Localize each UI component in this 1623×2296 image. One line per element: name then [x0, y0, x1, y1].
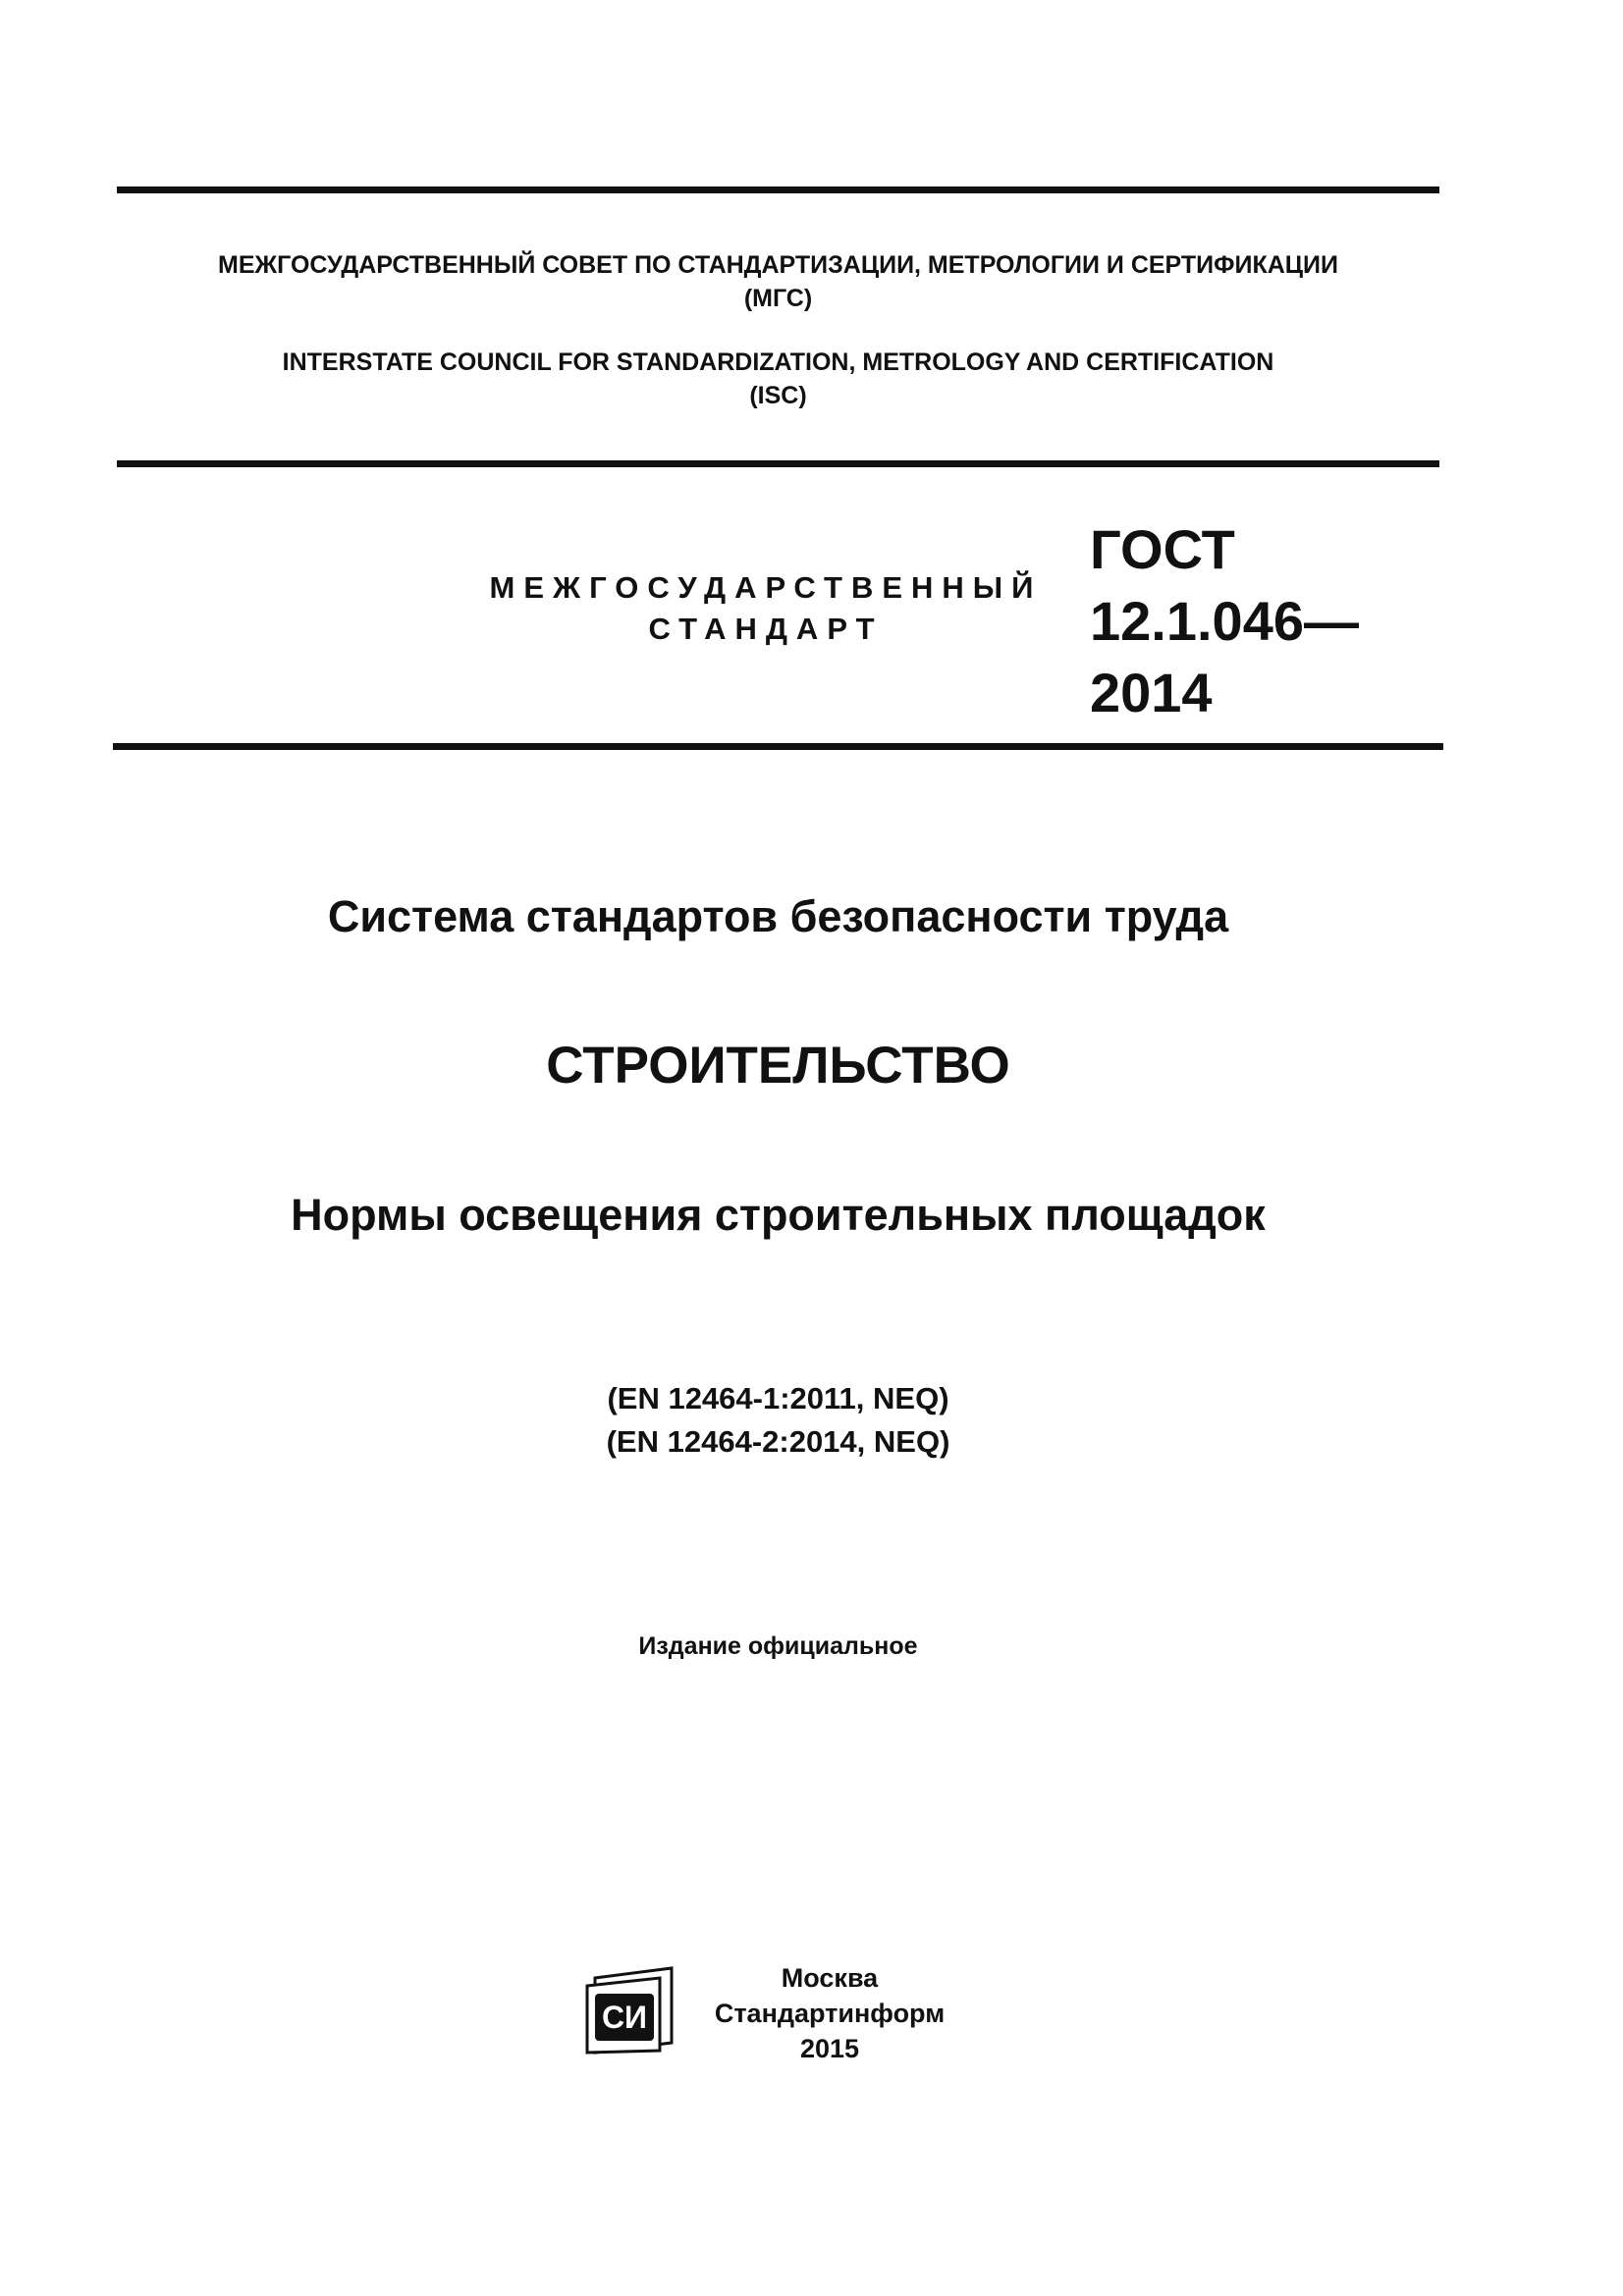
document-title: СТРОИТЕЛЬСТВО [546, 1037, 1010, 1095]
document-subtitle: Нормы освещения строительных площадок [291, 1190, 1266, 1240]
reference-standards [117, 1377, 1439, 1464]
logo-lettering: СИ [601, 2000, 648, 2035]
top-divider [117, 187, 1439, 193]
gost-prefix: ГОСТ [1090, 518, 1235, 580]
gost-designation [1090, 513, 1414, 728]
council-name-ru-line: МЕЖГОСУДАРСТВЕННЫЙ СОВЕТ ПО СТАНДАРТИЗАЦИИ, МЕТРОЛОГИИ И СЕРТИФИКАЦИИ [218, 251, 1338, 279]
reference-standard: (EN 12464-2:2014, NEQ) [606, 1424, 950, 1459]
publisher-name: Стандартинформ [714, 1999, 946, 2028]
gost-number: 12.1.046— [1090, 590, 1359, 652]
standard-type-line2: СТАНДАРТ [648, 612, 884, 646]
council-name-en-line: INTERSTATE COUNCIL FOR STANDARDIZATION, METROLOGY AND CERTIFICATION [282, 348, 1274, 376]
standard-type-line1: МЕЖГОСУДАРСТВЕННЫЙ [489, 570, 1043, 605]
publisher-city: Москва [781, 1963, 879, 1993]
publisher-block [702, 1960, 957, 2066]
gost-year: 2014 [1090, 662, 1213, 723]
council-abbr-en: (ISC) [749, 382, 807, 409]
publisher-year: 2015 [799, 2034, 860, 2063]
standartinform-logo-icon [577, 1966, 687, 2055]
council-name-ru [117, 248, 1439, 315]
council-abbr-ru: (МГС) [743, 285, 813, 312]
series-title: Система стандартов безопасности труда [327, 891, 1229, 941]
standard-type-label [461, 567, 1070, 650]
bottom-divider [113, 743, 1443, 750]
middle-divider [117, 460, 1439, 467]
council-name-en [117, 346, 1439, 412]
reference-standard: (EN 12464-1:2011, NEQ) [607, 1381, 949, 1415]
edition-note: Издание официальное [638, 1632, 918, 1660]
